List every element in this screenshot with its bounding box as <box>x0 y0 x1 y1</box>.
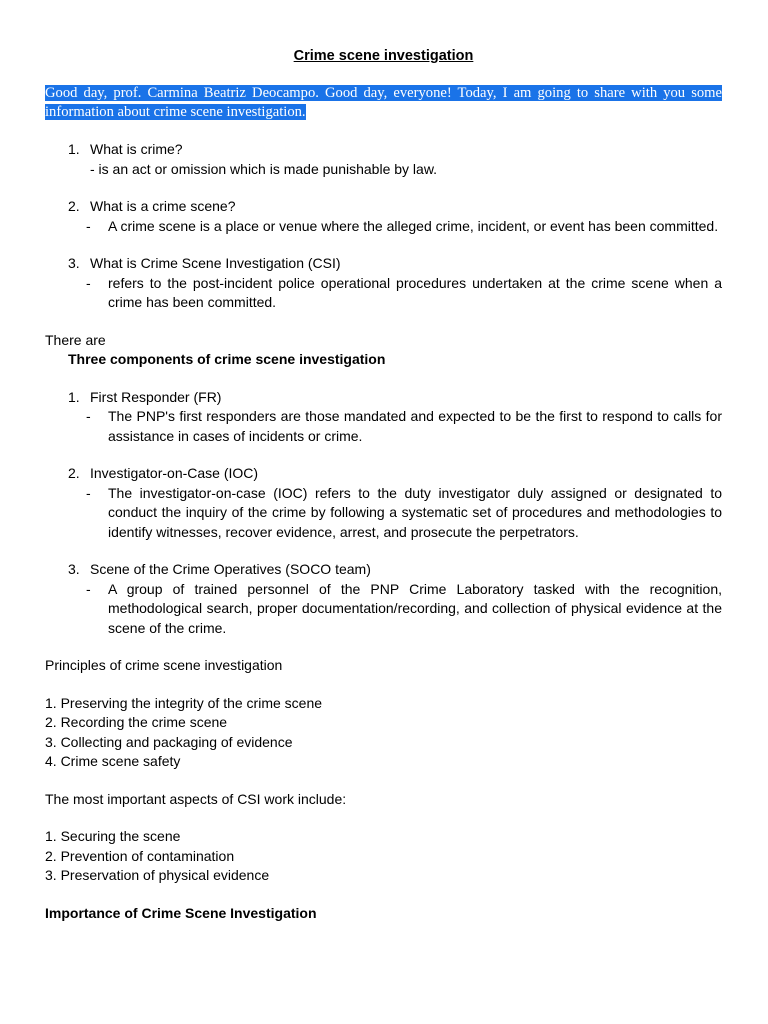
principles-list <box>45 694 722 772</box>
component-description: - The investigator-on-case (IOC) refers to the duty investigator duly assigned or designated to conduct the inquiry of the crime by following a systematic set of procedures and methodologies to identify witnesses, recover evidence, arrest, and prosecute the perpetrators. <box>86 484 722 540</box>
component-item <box>45 388 722 447</box>
question-text: What is crime? <box>90 141 183 157</box>
question-number: 2. <box>68 198 80 214</box>
component-description: - The PNP's first responders are those mandated and expected to be the first to respond to calls for assistance in cases of incidents or crime. <box>86 408 722 444</box>
component-item <box>45 560 722 638</box>
question-answer: - A crime scene is a place or venue where the alleged crime, incident, or event has been committed. <box>86 217 719 234</box>
component-name: First Responder (FR) <box>90 388 222 405</box>
components-list <box>45 388 722 639</box>
component-number: 2. <box>68 465 80 481</box>
question-item <box>45 140 722 179</box>
question-item <box>45 197 722 236</box>
page-title: Crime scene investigation <box>293 48 474 64</box>
list-item: 1. Preserving the integrity of the crime scene <box>45 694 323 711</box>
intro-paragraph[interactable] <box>45 84 722 122</box>
components-heading: Three components of crime scene investigation <box>68 351 386 367</box>
question-number: 1. <box>68 141 80 157</box>
question-text: What is Crime Scene Investigation (CSI) <box>90 255 341 271</box>
list-item: 2. Recording the crime scene <box>45 714 228 730</box>
list-item: 2. Prevention of contamination <box>45 847 235 864</box>
question-item <box>45 254 722 313</box>
selected-text[interactable]: Good day, prof. Carmina Beatriz Deocampo. Good day, everyone! Today, I am going to share with you some information about crime scene investigation. <box>45 85 722 120</box>
question-answer: - refers to the post-incident police operational procedures undertaken at the crime scene when a crime has been committed. <box>86 274 722 310</box>
component-number: 1. <box>68 388 80 405</box>
component-number: 3. <box>68 561 80 577</box>
document-page <box>45 46 722 923</box>
there-are-text: There are <box>45 331 106 348</box>
importance-heading: Importance of Crime Scene Investigation <box>45 904 317 921</box>
principles-heading: Principles of crime scene investigation <box>45 657 283 673</box>
component-name: Investigator-on-Case (IOC) <box>90 465 259 481</box>
list-item: 1. Securing the scene <box>45 828 181 844</box>
aspects-heading: The most important aspects of CSI work include: <box>45 790 347 807</box>
component-name: Scene of the Crime Operatives (SOCO team) <box>90 561 371 577</box>
aspects-list <box>45 827 722 886</box>
questions-list <box>45 140 722 313</box>
question-answer: - is an act or omission which is made punishable by law. <box>90 160 438 177</box>
question-number: 3. <box>68 255 80 271</box>
list-item: 4. Crime scene safety <box>45 753 181 769</box>
list-item: 3. Collecting and packaging of evidence <box>45 733 293 750</box>
component-description: - A group of trained personnel of the PNP Crime Laboratory tasked with the recognition, methodological search, proper documentation/recording, and collection of physical evidence at the scene of the crime. <box>86 580 722 636</box>
list-item: 3. Preservation of physical evidence <box>45 867 270 883</box>
component-item <box>45 464 722 542</box>
question-text: What is a crime scene? <box>90 198 236 214</box>
